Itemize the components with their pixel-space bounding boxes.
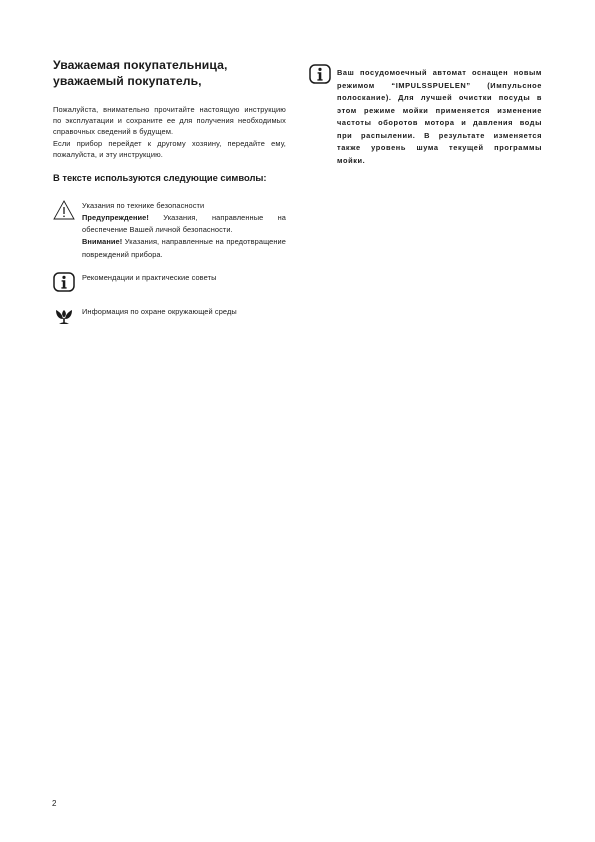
intro-text <box>53 104 286 160</box>
right-column <box>309 64 542 167</box>
symbol-info-row <box>53 272 286 292</box>
caution-text: Указания, направленные на обеспечение Вашей личной безопасности. <box>82 212 286 235</box>
title-line-1: Уважаемая покупательница, <box>53 58 228 72</box>
attention-text: Указания, направленные на предотвращение повреждений прибора. <box>82 237 286 259</box>
left-column <box>53 58 286 326</box>
impulse-rinse-note-text: Ваш посудомоечный автомат оснащен новым режимом “IMPULSSPUELEN” (Импульсное полоскание). Для лучшей очистки посуды в этом режиме мойки применяется изменение частоты оборотов мотора и давления воды при распылении. В результате изменяется также уровень шума текущей программы мойки. <box>337 68 542 165</box>
symbol-warning-text <box>82 200 286 261</box>
info-icon <box>53 272 75 292</box>
intro-paragraph-2: Если прибор перейдет к другому хозяину, передайте ему, пожалуйста, и эту инструкцию. <box>53 138 286 159</box>
info-icon <box>309 64 331 84</box>
safety-heading: Указания по технике безопасности <box>82 200 205 210</box>
attention-label: Внимание! <box>82 237 123 247</box>
symbol-warning-row <box>53 200 286 261</box>
symbol-environment-row <box>53 306 286 326</box>
caution-note <box>82 212 286 237</box>
warning-triangle-icon <box>53 200 75 220</box>
impulse-rinse-note <box>309 64 542 167</box>
page-number: 2 <box>52 799 57 808</box>
page-title <box>53 58 286 89</box>
symbols-heading: В тексте используются следующие символы: <box>53 172 267 184</box>
caution-label: Предупреждение! <box>82 212 149 222</box>
attention-note <box>82 236 286 261</box>
symbol-environment-text: Информация по охране окружающей среды <box>82 307 237 316</box>
title-line-2: уважаемый покупатель, <box>53 73 202 88</box>
environment-flower-icon <box>53 306 75 326</box>
intro-paragraph-1: Пожалуйста, внимательно прочитайте настоящую инструкцию по эксплуатации и сохраните ее для получения необходимых справочных сведений в будущем. <box>53 105 286 137</box>
symbol-info-text: Рекомендации и практические советы <box>82 273 217 282</box>
